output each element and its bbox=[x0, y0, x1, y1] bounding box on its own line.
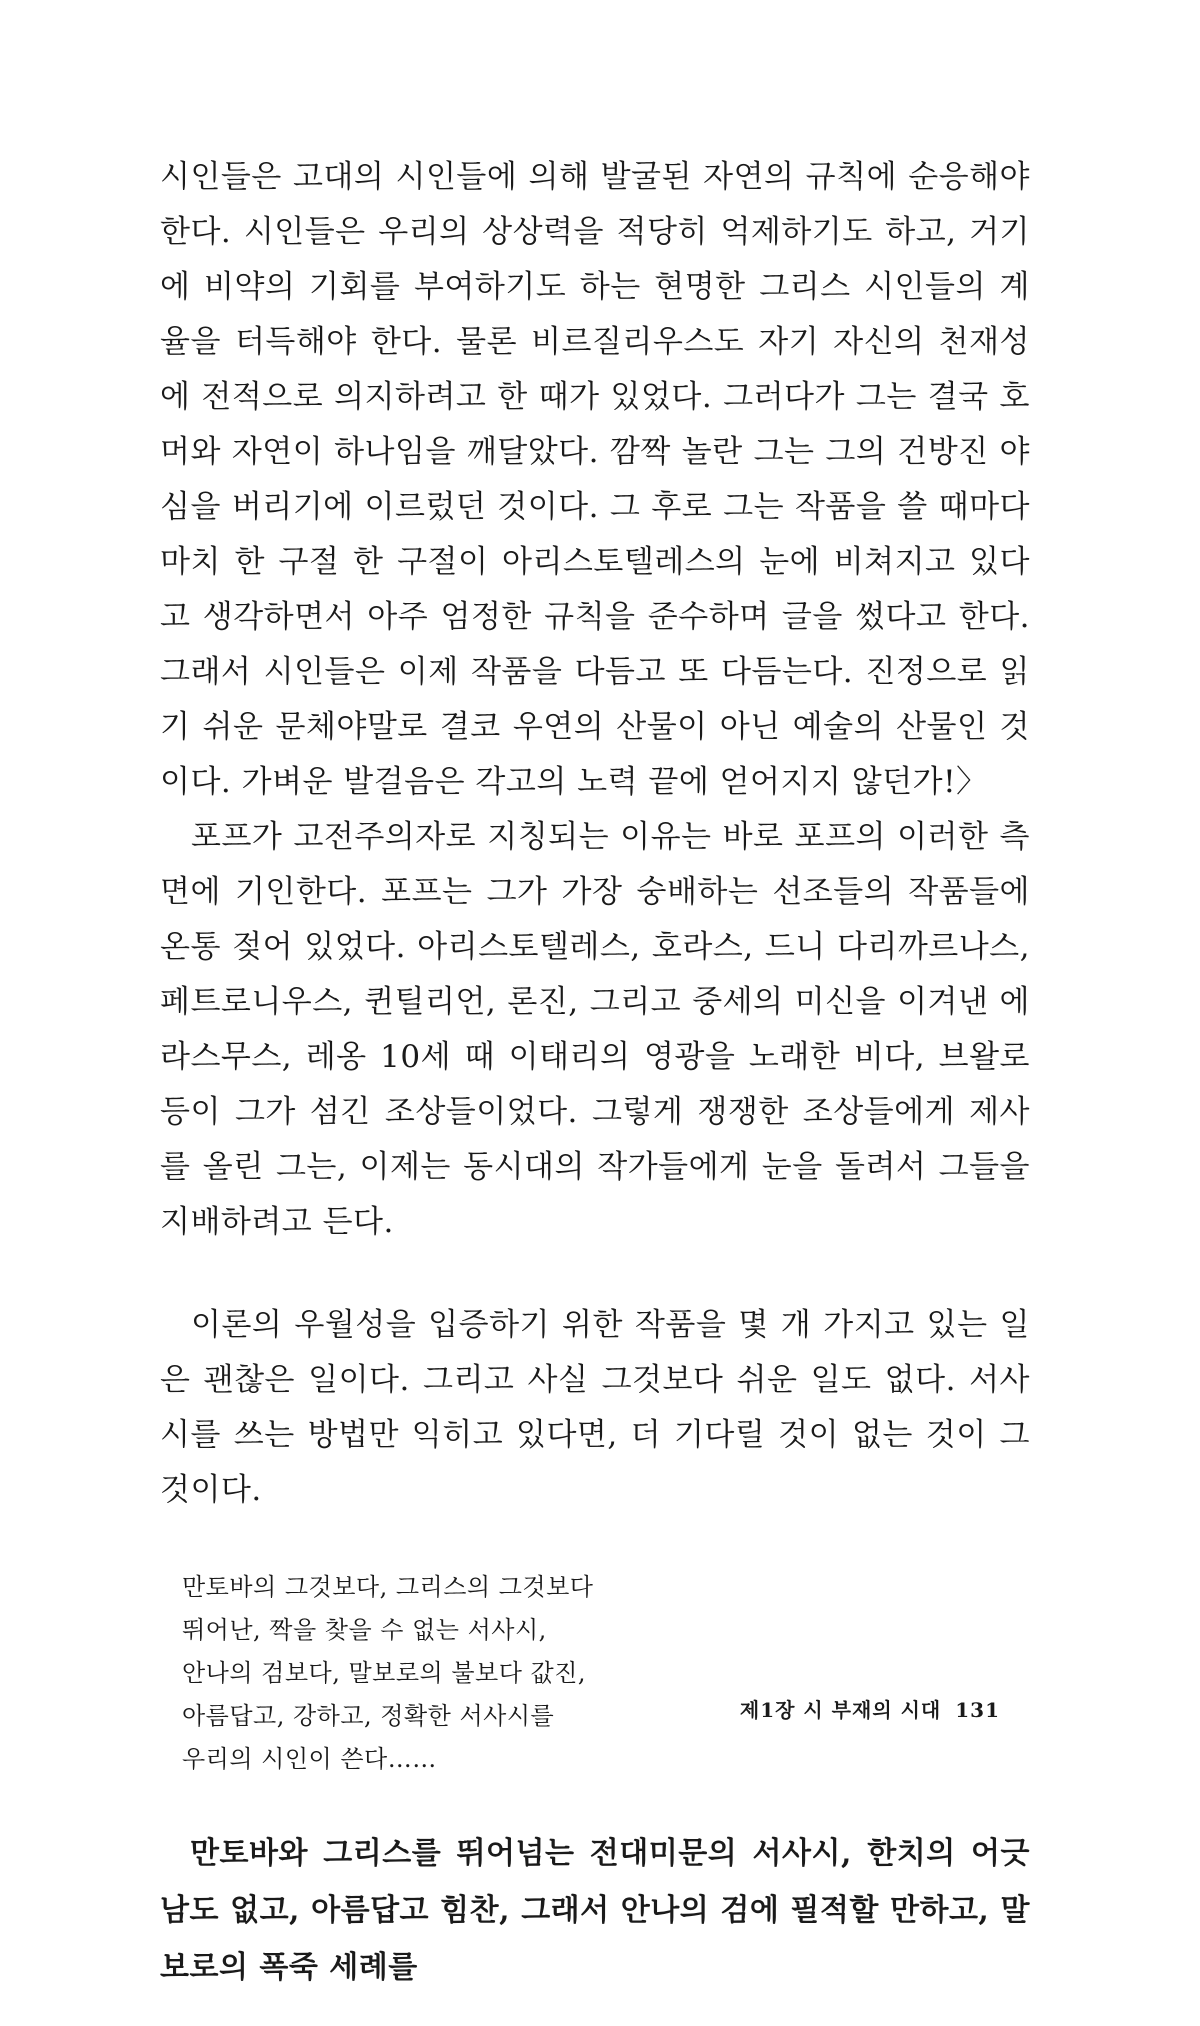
paragraph-quote-continuation: 시인들은 고대의 시인들에 의해 발굴된 자연의 규칙에 순응해야 한다. 시인들은 우리의 상상력을 적당히 억제하기도 하고, 거기에 비약의 기회를 부여하기도 하는 현명한 그리스 시인들의 계율을 터득해야 한다. 물론 비르질리우스도 자기 자신의 천재성에 전적으로 의지하려고 한 때가 있었다. 그러다가 그는 결국 호머와 자연이 하나임을 깨달았다. 깜짝 놀란 그는 그의 건방진 야심을 버리기에 이르렀던 것이다. 그 후로 그는 작품을 쓸 때마다 마치 한 구절 한 구절이 아리스토텔레스의 눈에 비쳐지고 있다고 생각하면서 아주 엄정한 규칙을 준수하며 글을 썼다고 한다. 그래서 시인들은 이제 작품을 다듬고 또 다듬는다. 진정으로 읽기 쉬운 문체야말로 결코 우연의 산물이 아닌 예술의 산물인 것이다. 가벼운 발걸음은 각고의 노력 끝에 얻어지지 않던가!〉 bbox=[160, 159, 1030, 800]
poem-line: 우리의 시인이 쓴다…… bbox=[182, 1745, 437, 1773]
poem-line: 아름답고, 강하고, 정확한 서사시를 bbox=[182, 1702, 555, 1730]
paragraph-epic-theory: 이론의 우월성을 입증하기 위한 작품을 몇 개 가지고 있는 일은 괜찮은 일이다. 그리고 사실 그것보다 쉬운 일도 없다. 서사시를 쓰는 방법만 익히고 있다면, 더 기다릴 것이 없는 것이 그것이다. bbox=[160, 1307, 1030, 1508]
page-footer bbox=[740, 1694, 1000, 1723]
poem-block bbox=[182, 1566, 1030, 1781]
translation-paragraph: 만토바와 그리스를 뛰어넘는 전대미문의 서사시, 한치의 어긋남도 없고, 아름답고 힘찬, 그래서 안나의 검에 필적할 만하고, 말보로의 폭죽 세례를 bbox=[160, 1836, 1030, 1985]
page-number: 131 bbox=[955, 1698, 1000, 1722]
poem-line: 뛰어난, 짝을 찾을 수 없는 서사시, bbox=[182, 1616, 547, 1644]
section-spacer bbox=[160, 1250, 1030, 1298]
poem-line: 안나의 검보다, 말보로의 불보다 값진, bbox=[182, 1659, 587, 1687]
poem-line: 만토바의 그것보다, 그리스의 그것보다 bbox=[182, 1573, 594, 1601]
page-body bbox=[160, 150, 1030, 2026]
chapter-title: 제1장 시 부재의 시대 bbox=[739, 1698, 942, 1722]
paragraph-pope-classicism: 포프가 고전주의자로 지칭되는 이유는 바로 포프의 이러한 측면에 기인한다. 포프는 그가 가장 숭배하는 선조들의 작품들에 온통 젖어 있었다. 아리스토텔레스, 호라스, 드니 다리까르나스, 페트로니우스, 퀸틸리언, 론진, 그리고 중세의 미신을 이겨낸 에라스무스, 레옹 10세 때 이태리의 영광을 노래한 비다, 브왈로 등이 그가 섬긴 조상들이었다. 그렇게 쟁쟁한 조상들에게 제사를 올린 그는, 이제는 동시대의 작가들에게 눈을 돌려서 그들을 지배하려고 든다. bbox=[160, 819, 1030, 1240]
